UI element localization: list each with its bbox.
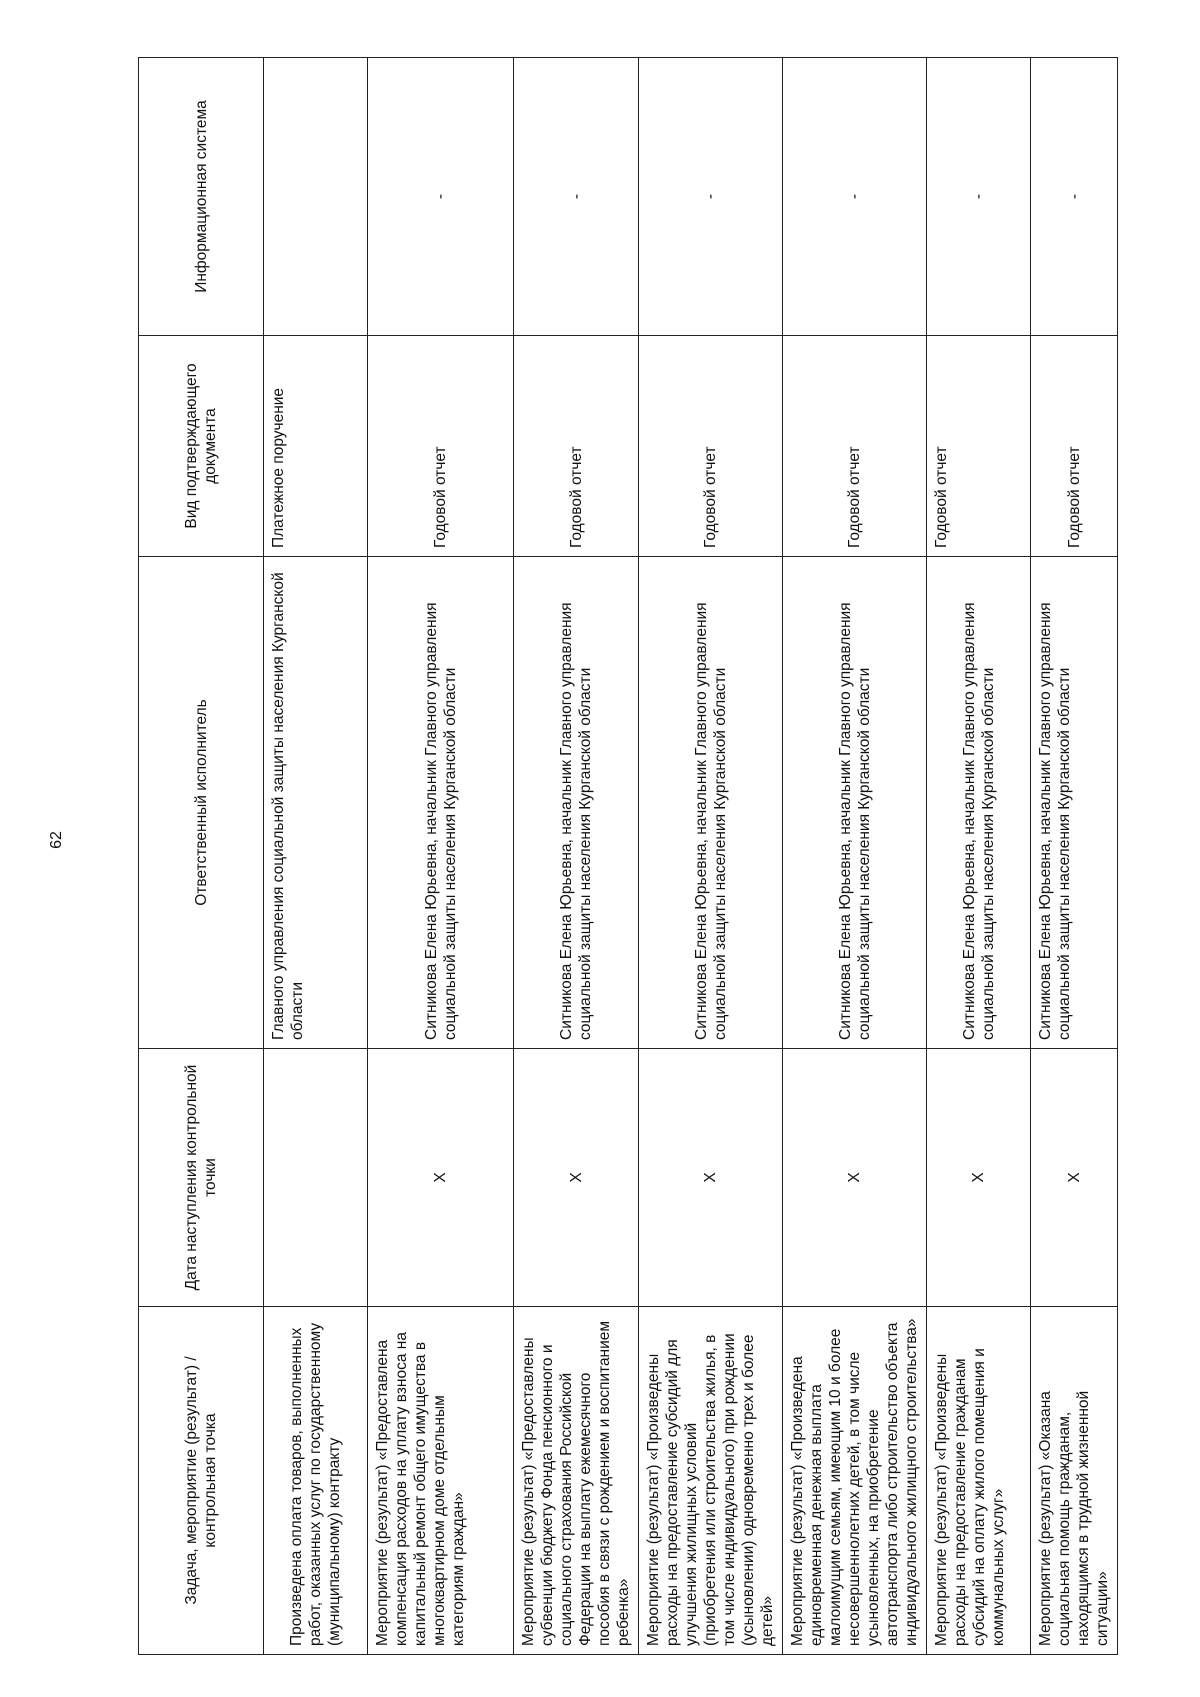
date-cell: X [514,1049,639,1307]
system-cell: - [927,58,1031,336]
table-row [639,58,783,1655]
system-cell: - [368,58,514,336]
responsible-cell: Ситникова Елена Юрьевна, начальник Главного управления социальной защиты населения Курганской области [783,557,927,1049]
document-cell: Годовой отчет [783,336,927,557]
header-responsible: Ответственный исполнитель [139,557,264,1049]
table-row [1031,58,1118,1655]
responsible-cell: Ситникова Елена Юрьевна, начальник Главного управления социальной защиты населения Курганской области [639,557,783,1049]
task-cell: Мероприятие (результат) «Оказана социальная помощь гражданам, находящимся в трудной жизненной ситуации» [1031,1307,1118,1655]
header-date: Дата наступления контрольной точки [139,1049,264,1307]
task-cell: Мероприятие (результат) «Предоставлена компенсация расходов на уплату взноса на капитальный ремонт общего имущества в многоквартирном доме отдельным категориям граждан» [368,1307,514,1655]
table-row [927,58,1031,1655]
responsible-cell: Ситникова Елена Юрьевна, начальник Главного управления социальной защиты населения Курганской области [1031,557,1118,1049]
date-cell: X [783,1049,927,1307]
task-cell: Мероприятие (результат) «Произведены расходы на предоставление субсидий для улучшения жилищных условий (приобретения или строительства жилья, в том числе индивидуального) при рождении (усыновлении) одновременно трех и более детей» [639,1307,783,1655]
responsible-cell: Ситникова Елена Юрьевна, начальник Главного управления социальной защиты населения Курганской области [514,557,639,1049]
table-row [514,58,639,1655]
system-cell: - [783,58,927,336]
document-cell: Платежное поручение [264,336,368,557]
document-cell: Годовой отчет [1031,336,1118,557]
header-task: Задача, мероприятие (результат) / контрольная точка [139,1307,264,1655]
control-points-table [138,57,1118,1655]
table-row [783,58,927,1655]
task-cell: Произведена оплата товаров, выполненных работ, оказанных услуг по государственному (муниципальному) контракту [264,1307,368,1655]
task-cell: Мероприятие (результат) «Произведены расходы на предоставление гражданам субсидий на оплату жилого помещения и коммунальных услуг» [927,1307,1031,1655]
document-cell: Годовой отчет [514,336,639,557]
system-cell: - [639,58,783,336]
table-row [264,58,368,1655]
document-cell: Годовой отчет [368,336,514,557]
system-cell: - [1031,58,1118,336]
header-document: Вид подтверждающего документа [139,336,264,557]
responsible-cell: Главного управления социальной защиты населения Курганской области [264,557,368,1049]
document-cell: Годовой отчет [639,336,783,557]
table-row [368,58,514,1655]
responsible-cell: Ситникова Елена Юрьевна, начальник Главного управления социальной защиты населения Курганской области [927,557,1031,1049]
page-number: 62 [48,831,65,849]
table-header-row [139,58,264,1655]
task-cell: Мероприятие (результат) «Произведена единовременная денежная выплата малоимущим семьям, имеющим 10 и более несовершеннолетних детей, в том числе усыновленных, на приобретение автотранспорта либо строительство объекта индивидуального жилищного строительства» [783,1307,927,1655]
date-cell: X [639,1049,783,1307]
date-cell: X [1031,1049,1118,1307]
system-cell: - [514,58,639,336]
task-cell: Мероприятие (результат) «Предоставлены субвенции бюджету Фонда пенсионного и социального страхования Российской Федерации на выплату ежемесячного пособия в связи с рождением и воспитанием ребенка» [514,1307,639,1655]
system-cell [264,58,368,336]
responsible-cell: Ситникова Елена Юрьевна, начальник Главного управления социальной защиты населения Курганской области [368,557,514,1049]
document-cell: Годовой отчет [927,336,1031,557]
header-system: Информационная система [139,58,264,336]
rotated-table-sheet [138,58,1111,1655]
date-cell: X [927,1049,1031,1307]
date-cell [264,1049,368,1307]
date-cell: X [368,1049,514,1307]
